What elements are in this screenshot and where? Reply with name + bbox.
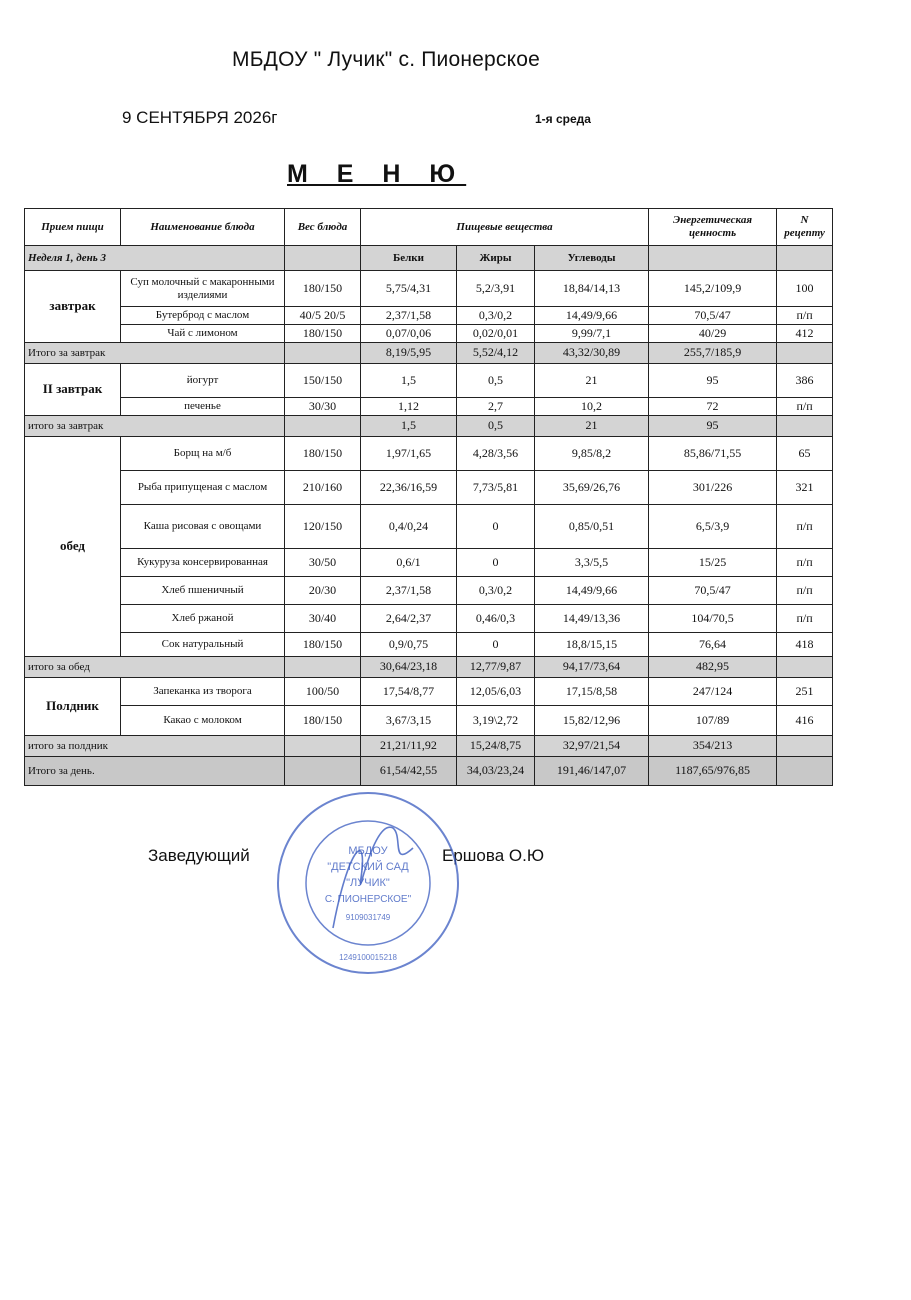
signature-name: Ершова О.Ю	[442, 846, 545, 865]
dish-protein: 2,37/1,58	[361, 577, 457, 605]
dish-carbs: 3,3/5,5	[535, 549, 649, 577]
dish-energy: 247/124	[649, 678, 777, 706]
dish-fat: 0,46/0,3	[457, 605, 535, 633]
dish-protein: 3,67/3,15	[361, 706, 457, 736]
dish-recipe: 321	[777, 471, 833, 505]
dish-protein: 0,07/0,06	[361, 325, 457, 343]
dish-recipe: п/п	[777, 549, 833, 577]
table-row	[25, 577, 833, 605]
empty-cell	[285, 246, 361, 271]
col-header-fat: Жиры	[457, 246, 535, 271]
subtotal-energy: 95	[649, 416, 777, 437]
dish-protein: 5,75/4,31	[361, 271, 457, 307]
dish-weight: 210/160	[285, 471, 361, 505]
official-stamp	[273, 788, 463, 978]
dish-weight: 30/40	[285, 605, 361, 633]
dish-fat: 5,2/3,91	[457, 271, 535, 307]
dish-carbs: 9,99/7,1	[535, 325, 649, 343]
dish-energy: 301/226	[649, 471, 777, 505]
subtotal-protein: 8,19/5,95	[361, 343, 457, 364]
col-header-weight: Вес блюда	[285, 209, 361, 246]
dish-recipe: 416	[777, 706, 833, 736]
dish-recipe: п/п	[777, 577, 833, 605]
dish-recipe: п/п	[777, 307, 833, 325]
day-total-fat: 34,03/23,24	[457, 757, 535, 786]
empty-cell	[777, 657, 833, 678]
table-subheader-row	[25, 246, 833, 271]
col-header-protein: Белки	[361, 246, 457, 271]
dish-weight: 180/150	[285, 325, 361, 343]
dish-protein: 0,9/0,75	[361, 633, 457, 657]
table-row	[25, 437, 833, 471]
dish-recipe: 65	[777, 437, 833, 471]
menu-heading: М Е Н Ю	[287, 160, 467, 188]
subtotal-carbs: 21	[535, 416, 649, 437]
dish-weight: 180/150	[285, 437, 361, 471]
stamp-text: С. ПИОНЕРСКОЕ"	[324, 894, 412, 905]
menu-weekday: 1-я среда	[535, 112, 591, 126]
dish-protein: 0,6/1	[361, 549, 457, 577]
day-total-row	[25, 757, 833, 786]
dish-name: Хлеб ржаной	[121, 605, 285, 633]
dish-weight: 20/30	[285, 577, 361, 605]
table-header-row	[25, 209, 833, 246]
col-header-meal: Прием пищи	[25, 209, 121, 246]
subtotal-protein: 1,5	[361, 416, 457, 437]
dish-name: Чай с лимоном	[121, 325, 285, 343]
dish-carbs: 9,85/8,2	[535, 437, 649, 471]
dish-protein: 1,12	[361, 398, 457, 416]
empty-cell	[649, 246, 777, 271]
dish-carbs: 18,8/15,15	[535, 633, 649, 657]
subtotal-label: итого за завтрак	[25, 416, 285, 437]
dish-fat: 2,7	[457, 398, 535, 416]
subtotal-label: Итого за завтрак	[25, 343, 285, 364]
empty-cell	[285, 757, 361, 786]
stamp-text: 1249100015218	[339, 953, 397, 962]
dish-fat: 12,05/6,03	[457, 678, 535, 706]
stamp-text: МБДОУ	[348, 845, 388, 857]
subtotal-row-breakfast	[25, 343, 833, 364]
col-header-recipe: N рецепту	[777, 209, 833, 246]
dish-energy: 145,2/109,9	[649, 271, 777, 307]
col-header-energy: Энергетическая ценность	[649, 209, 777, 246]
day-total-label: Итого за день.	[25, 757, 285, 786]
dish-name: Какао с молоком	[121, 706, 285, 736]
dish-energy: 95	[649, 364, 777, 398]
empty-cell	[285, 343, 361, 364]
table-row	[25, 505, 833, 549]
subtotal-energy: 255,7/185,9	[649, 343, 777, 364]
subtotal-carbs: 94,17/73,64	[535, 657, 649, 678]
empty-cell	[285, 416, 361, 437]
subtotal-carbs: 32,97/21,54	[535, 736, 649, 757]
col-header-nutrients: Пищевые вещества	[361, 209, 649, 246]
dish-carbs: 18,84/14,13	[535, 271, 649, 307]
dish-energy: 85,86/71,55	[649, 437, 777, 471]
table-row	[25, 271, 833, 307]
table-row	[25, 471, 833, 505]
dish-name: йогурт	[121, 364, 285, 398]
dish-protein: 2,37/1,58	[361, 307, 457, 325]
dish-carbs: 35,69/26,76	[535, 471, 649, 505]
dish-energy: 6,5/3,9	[649, 505, 777, 549]
table-row	[25, 678, 833, 706]
day-total-protein: 61,54/42,55	[361, 757, 457, 786]
table-row	[25, 633, 833, 657]
dish-name: печенье	[121, 398, 285, 416]
meal-label-lunch: обед	[25, 437, 121, 657]
dish-fat: 0	[457, 633, 535, 657]
dish-energy: 107/89	[649, 706, 777, 736]
subtotal-fat: 12,77/9,87	[457, 657, 535, 678]
dish-name: Рыба припущеная с маслом	[121, 471, 285, 505]
empty-cell	[777, 757, 833, 786]
dish-fat: 3,19\2,72	[457, 706, 535, 736]
table-row	[25, 364, 833, 398]
dish-recipe: п/п	[777, 605, 833, 633]
stamp-text: "ЛУЧИК"	[346, 877, 390, 889]
dish-recipe: 100	[777, 271, 833, 307]
dish-fat: 0,3/0,2	[457, 307, 535, 325]
menu-table	[24, 208, 833, 786]
subtotal-fat: 5,52/4,12	[457, 343, 535, 364]
subtotal-fat: 15,24/8,75	[457, 736, 535, 757]
signature-position: Заведующий	[148, 846, 250, 865]
dish-name: Сок натуральный	[121, 633, 285, 657]
dish-recipe: 386	[777, 364, 833, 398]
dish-fat: 0,02/0,01	[457, 325, 535, 343]
dish-name: Хлеб пшеничный	[121, 577, 285, 605]
dish-name: Кукуруза консервированная	[121, 549, 285, 577]
table-row	[25, 706, 833, 736]
table-row	[25, 325, 833, 343]
dish-protein: 22,36/16,59	[361, 471, 457, 505]
dish-fat: 0,5	[457, 364, 535, 398]
subtotal-fat: 0,5	[457, 416, 535, 437]
dish-name: Запеканка из творога	[121, 678, 285, 706]
dish-recipe: п/п	[777, 398, 833, 416]
dish-fat: 7,73/5,81	[457, 471, 535, 505]
dish-weight: 150/150	[285, 364, 361, 398]
dish-recipe: 412	[777, 325, 833, 343]
dish-recipe: 251	[777, 678, 833, 706]
day-total-carbs: 191,46/147,07	[535, 757, 649, 786]
dish-weight: 180/150	[285, 706, 361, 736]
empty-cell	[777, 343, 833, 364]
dish-protein: 1,5	[361, 364, 457, 398]
institution-title: МБДОУ " Лучик" с. Пионерское	[232, 48, 541, 71]
dish-fat: 0,3/0,2	[457, 577, 535, 605]
empty-cell	[777, 416, 833, 437]
dish-weight: 40/5 20/5	[285, 307, 361, 325]
table-row	[25, 398, 833, 416]
subtotal-row-second-breakfast	[25, 416, 833, 437]
dish-carbs: 15,82/12,96	[535, 706, 649, 736]
dish-fat: 0	[457, 549, 535, 577]
meal-label-snack: Полдник	[25, 678, 121, 736]
menu-date: 9 СЕНТЯБРЯ 2026г	[122, 108, 278, 127]
subtotal-label: итого за полдник	[25, 736, 285, 757]
table-row	[25, 605, 833, 633]
dish-name: Суп молочный с макаронными изделиями	[121, 271, 285, 307]
dish-fat: 4,28/3,56	[457, 437, 535, 471]
meal-label-second-breakfast: II завтрак	[25, 364, 121, 416]
dish-carbs: 17,15/8,58	[535, 678, 649, 706]
subtotal-label: итого за обед	[25, 657, 285, 678]
dish-protein: 17,54/8,77	[361, 678, 457, 706]
meal-label-breakfast: завтрак	[25, 271, 121, 343]
empty-cell	[777, 246, 833, 271]
dish-recipe: 418	[777, 633, 833, 657]
dish-energy: 76,64	[649, 633, 777, 657]
empty-cell	[777, 736, 833, 757]
day-total-energy: 1187,65/976,85	[649, 757, 777, 786]
subtotal-energy: 354/213	[649, 736, 777, 757]
dish-protein: 0,4/0,24	[361, 505, 457, 549]
subtotal-protein: 30,64/23,18	[361, 657, 457, 678]
dish-name: Каша рисовая с овощами	[121, 505, 285, 549]
dish-protein: 1,97/1,65	[361, 437, 457, 471]
subtotal-protein: 21,21/11,92	[361, 736, 457, 757]
subtotal-energy: 482,95	[649, 657, 777, 678]
dish-energy: 72	[649, 398, 777, 416]
stamp-text: "ДЕТСКИЙ САД	[327, 861, 409, 873]
dish-carbs: 21	[535, 364, 649, 398]
dish-weight: 100/50	[285, 678, 361, 706]
subtotal-carbs: 43,32/30,89	[535, 343, 649, 364]
subtotal-row-snack	[25, 736, 833, 757]
dish-carbs: 14,49/9,66	[535, 307, 649, 325]
dish-carbs: 14,49/9,66	[535, 577, 649, 605]
col-header-carbs: Углеводы	[535, 246, 649, 271]
dish-recipe: п/п	[777, 505, 833, 549]
dish-weight: 120/150	[285, 505, 361, 549]
week-day-label: Неделя 1, день 3	[25, 246, 285, 271]
empty-cell	[285, 736, 361, 757]
dish-fat: 0	[457, 505, 535, 549]
dish-name: Бутерброд с маслом	[121, 307, 285, 325]
dish-carbs: 0,85/0,51	[535, 505, 649, 549]
dish-energy: 15/25	[649, 549, 777, 577]
dish-weight: 30/30	[285, 398, 361, 416]
dish-energy: 70,5/47	[649, 307, 777, 325]
dish-energy: 70,5/47	[649, 577, 777, 605]
col-header-dish: Наименование блюда	[121, 209, 285, 246]
dish-weight: 180/150	[285, 633, 361, 657]
empty-cell	[285, 657, 361, 678]
dish-protein: 2,64/2,37	[361, 605, 457, 633]
dish-name: Борщ на м/б	[121, 437, 285, 471]
subtotal-row-lunch	[25, 657, 833, 678]
stamp-text: 9109031749	[345, 913, 391, 922]
dish-carbs: 10,2	[535, 398, 649, 416]
dish-weight: 180/150	[285, 271, 361, 307]
table-row	[25, 549, 833, 577]
dish-weight: 30/50	[285, 549, 361, 577]
dish-energy: 40/29	[649, 325, 777, 343]
table-row	[25, 307, 833, 325]
dish-carbs: 14,49/13,36	[535, 605, 649, 633]
dish-energy: 104/70,5	[649, 605, 777, 633]
